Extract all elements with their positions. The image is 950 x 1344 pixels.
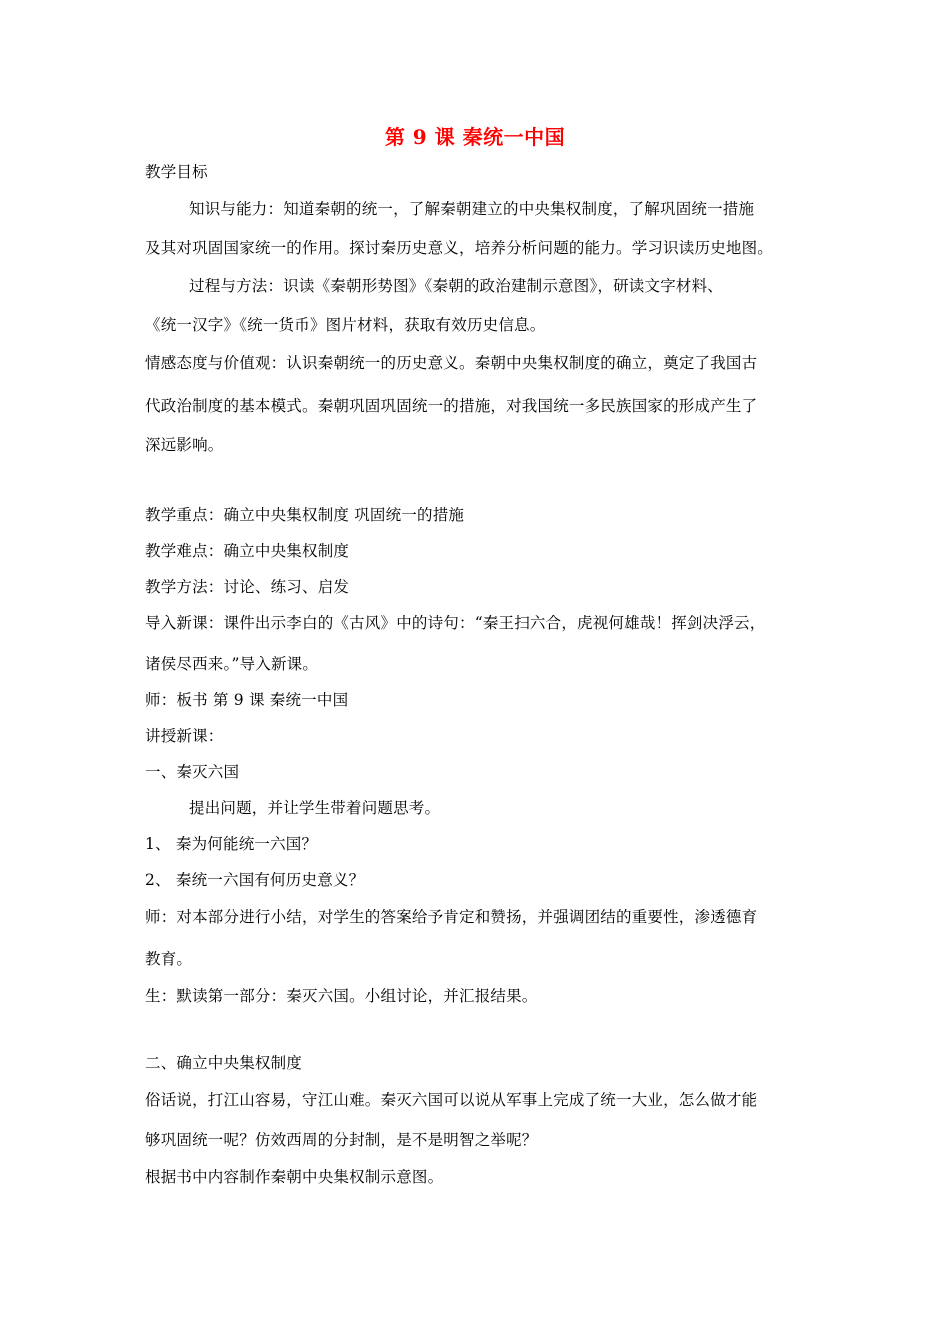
paragraph-line: 《统一汉字》《统一货币》图片材料，获取有效历史信息。	[145, 316, 546, 334]
document-title: 第 9 课 秦统一中国	[384, 125, 566, 149]
paragraph-line: 够巩固统一呢？仿效西周的分封制，是不是明智之举呢？	[145, 1131, 538, 1149]
paragraph-line: 教育。	[145, 950, 193, 968]
paragraph-line: 教学难点：确立中央集权制度	[145, 542, 350, 560]
paragraph-line: 提出问题，并让学生带着问题思考。	[189, 799, 441, 817]
paragraph-line: 情感态度与价值观：认识秦朝统一的历史意义。秦朝中央集权制度的确立，奠定了我国古	[145, 354, 758, 372]
paragraph-line: 生：默读第一部分：秦灭六国。小组讨论，并汇报结果。	[145, 987, 538, 1005]
paragraph-line: 导入新课：课件出示李白的《古风》中的诗句：“秦王扫六合，虎视何雄哉！挥剑决浮云，	[145, 614, 766, 632]
paragraph-line: 俗话说，打江山容易，守江山难。秦灭六国可以说从军事上完成了统一大业，怎么做才能	[145, 1091, 758, 1109]
list-item: 1、 秦为何能统一六国？	[145, 835, 318, 853]
paragraph-line: 师：对本部分进行小结，对学生的答案给予肯定和赞扬，并强调团结的重要性，渗透德育	[145, 908, 758, 926]
paragraph-line: 诸侯尽西来。”导入新课。	[145, 655, 319, 673]
section-heading-objectives: 教学目标	[145, 163, 208, 181]
section-heading: 一、秦灭六国	[145, 763, 240, 781]
paragraph-line: 及其对巩固国家统一的作用。探讨秦历史意义，培养分析问题的能力。学习识读历史地图。	[145, 239, 774, 257]
paragraph-line: 根据书中内容制作秦朝中央集权制示意图。	[145, 1168, 444, 1186]
paragraph-line: 教学重点：确立中央集权制度 巩固统一的措施	[145, 506, 465, 524]
paragraph-line: 讲授新课：	[145, 727, 224, 745]
paragraph-line: 深远影响。	[145, 436, 224, 454]
paragraph-line: 师：板书 第 9 课 秦统一中国	[145, 691, 349, 709]
paragraph-line: 代政治制度的基本模式。秦朝巩固巩固统一的措施，对我国统一多民族国家的形成产生了	[145, 397, 758, 415]
list-item: 2、 秦统一六国有何历史意义？	[145, 871, 365, 889]
paragraph-line: 过程与方法：识读《秦朝形势图》《秦朝的政治建制示意图》，研读文字材料、	[189, 277, 724, 295]
paragraph-line: 知识与能力：知道秦朝的统一，了解秦朝建立的中央集权制度，了解巩固统一措施	[189, 200, 755, 218]
section-heading: 二、确立中央集权制度	[145, 1054, 303, 1072]
paragraph-line: 教学方法：讨论、练习、启发	[145, 578, 350, 596]
